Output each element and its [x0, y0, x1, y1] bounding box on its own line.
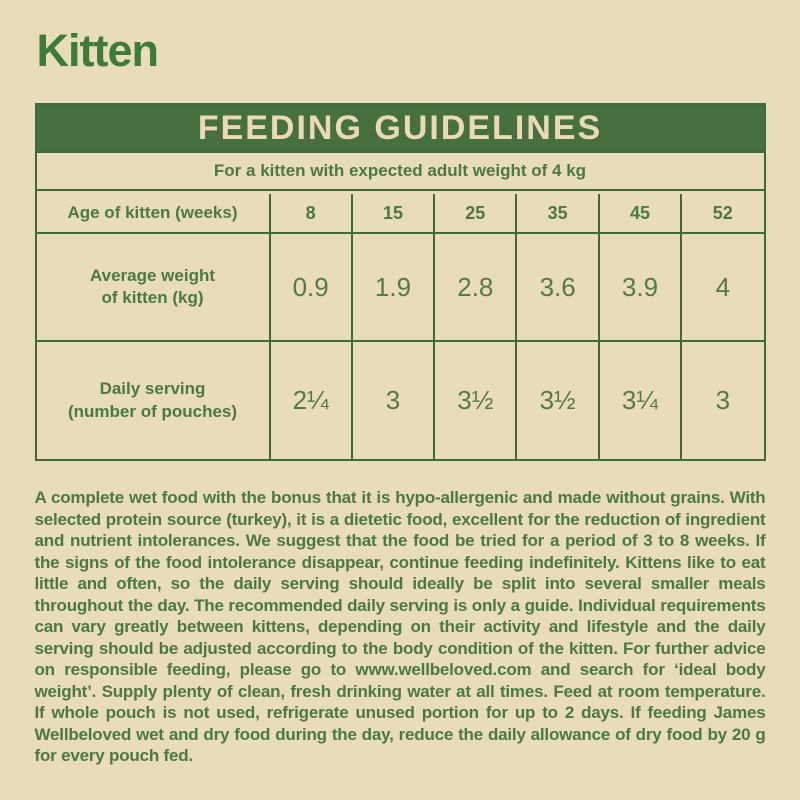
table-row-serving	[37, 341, 764, 459]
feeding-guidelines-table	[35, 103, 766, 461]
weight-row-label	[37, 233, 270, 341]
age-row-label: Age of kitten (weeks)	[37, 194, 270, 233]
age-value-cell: 52	[681, 194, 763, 233]
serving-value-cell: 3½	[434, 341, 516, 459]
weight-value-cell: 1.9	[352, 233, 434, 341]
page-title: Kitten	[36, 25, 158, 76]
age-value-cell: 35	[516, 194, 598, 233]
weight-value-cell: 3.6	[516, 233, 598, 341]
feeding-guidelines-header: FEEDING GUIDELINES	[37, 105, 764, 153]
table-subheader: For a kitten with expected adult weight of 4 kg	[37, 153, 764, 191]
weight-value-cell: 0.9	[270, 233, 352, 341]
serving-value-cell: 2¼	[270, 341, 352, 459]
age-value-cell: 8	[270, 194, 352, 233]
age-value-cell: 45	[599, 194, 681, 233]
serving-value-cell: 3	[681, 341, 763, 459]
weight-row-label-line1: Average weight	[89, 265, 216, 285]
weight-value-cell: 2.8	[434, 233, 516, 341]
table-row-age	[37, 194, 764, 233]
serving-value-cell: 3	[352, 341, 434, 459]
serving-row-label-line1: Daily serving	[99, 379, 206, 399]
serving-row-label-line2: (number of pouches)	[67, 401, 238, 421]
weight-value-cell: 4	[681, 233, 763, 341]
serving-value-cell: 3½	[516, 341, 598, 459]
feeding-grid	[37, 194, 764, 459]
kitten-feeding-panel	[35, 0, 766, 767]
table-row-weight	[37, 233, 764, 341]
age-value-cell: 25	[434, 194, 516, 233]
age-value-cell: 15	[352, 194, 434, 233]
serving-value-cell: 3¼	[599, 341, 681, 459]
feeding-description-text: A complete wet food with the bonus that it is hypo-allergenic and made without grains. With selected protein source (turkey), it is a dietetic food, excellent for the reduction of ingredient and nutrient intolerances. We suggest that the food be tried for a period of 3 to 8 weeks. If the signs of the food intolerance disappear, continue feeding indefinitely. Kittens like to eat little and often, so the daily serving should ideally be split into several smaller meals throughout the day. The recommended daily serving is only a guide. Individual requirements can vary greatly between kittens, depending on their activity and lifestyle and the daily serving should be adjusted according to the body condition of the kitten. For further advice on responsible feeding, please go to www.wellbeloved.com and search for ‘ideal body weight’. Supply plenty of clean, fresh drinking water at all times. Feed at room temperature. If whole pouch is not used, refrigerate unused portion for up to 2 days. If feeding James Wellbeloved wet and dry food during the day, reduce the daily allowance of dry food by 20 g for every pouch fed.	[34, 488, 766, 765]
weight-value-cell: 3.9	[599, 233, 681, 341]
serving-row-label	[37, 341, 270, 459]
weight-row-label-line2: of kitten (kg)	[101, 288, 204, 307]
